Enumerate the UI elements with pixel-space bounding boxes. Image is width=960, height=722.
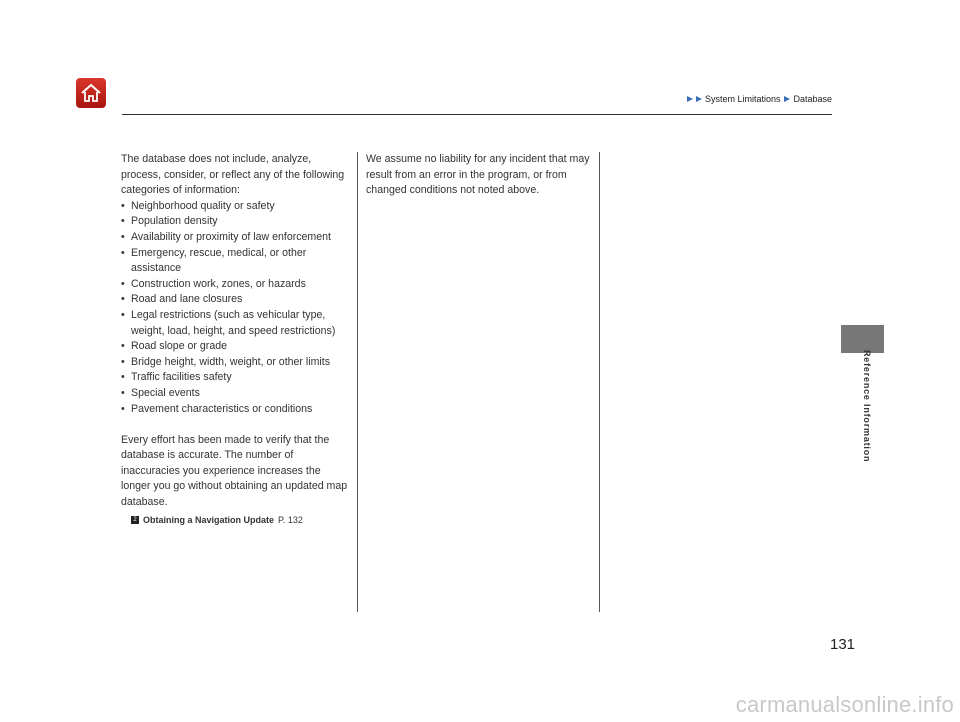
triangle-arrow-icon: [687, 96, 693, 102]
xref-page: P. 132: [278, 514, 303, 525]
header-divider: [122, 114, 832, 115]
intro-paragraph: The database does not include, analyze, process, consider, or reflect any of the following categories of information:: [121, 153, 345, 197]
page-number: 131: [830, 636, 856, 653]
list-item: • Availability or proximity of law enforcement: [121, 230, 351, 246]
category-list: [121, 199, 351, 417]
liability-paragraph: We assume no liability for any incident that may result from an error in the program, or from changed conditions not noted above.: [366, 153, 590, 197]
accuracy-paragraph: Every effort has been made to verify that the database is accurate. The number of inaccuracies you experience increases the longer you go without obtaining an updated map database.: [121, 433, 348, 509]
breadcrumb-system-limitations[interactable]: System Limitations: [704, 94, 781, 104]
triangle-arrow-icon: [696, 96, 702, 102]
list-item: • Construction work, zones, or hazards: [121, 277, 351, 293]
column-divider: [599, 152, 600, 612]
triangle-arrow-icon: [784, 96, 790, 102]
watermark: carmanualsonline.info: [735, 692, 954, 717]
list-item: • Pavement characteristics or conditions: [121, 402, 351, 418]
list-item: • Bridge height, width, weight, or other limits: [121, 355, 351, 371]
home-button[interactable]: [76, 78, 106, 108]
list-item: • Road slope or grade: [121, 339, 351, 355]
list-item: • Special events: [121, 386, 351, 402]
section-label: Reference Information: [862, 350, 872, 463]
breadcrumb: [687, 94, 832, 104]
list-item: • Population density: [121, 214, 351, 230]
column-left: [121, 152, 351, 528]
list-item: • Neighborhood quality or safety: [121, 199, 351, 215]
cross-reference[interactable]: [121, 513, 351, 529]
list-item: • Road and lane closures: [121, 292, 351, 308]
house-icon: [80, 83, 102, 103]
cross-reference-icon: 2: [131, 516, 139, 524]
list-item: • Emergency, rescue, medical, or other assistance: [121, 246, 351, 277]
section-tab[interactable]: [841, 325, 884, 353]
column-divider: [357, 152, 358, 612]
list-item: • Traffic facilities safety: [121, 370, 351, 386]
breadcrumb-database[interactable]: Database: [793, 94, 832, 104]
xref-title[interactable]: Obtaining a Navigation Update: [143, 514, 275, 525]
spacer: [121, 417, 351, 433]
column-right: [366, 152, 594, 199]
list-item: • Legal restrictions (such as vehicular type, weight, load, height, and speed restrictions): [121, 308, 351, 339]
